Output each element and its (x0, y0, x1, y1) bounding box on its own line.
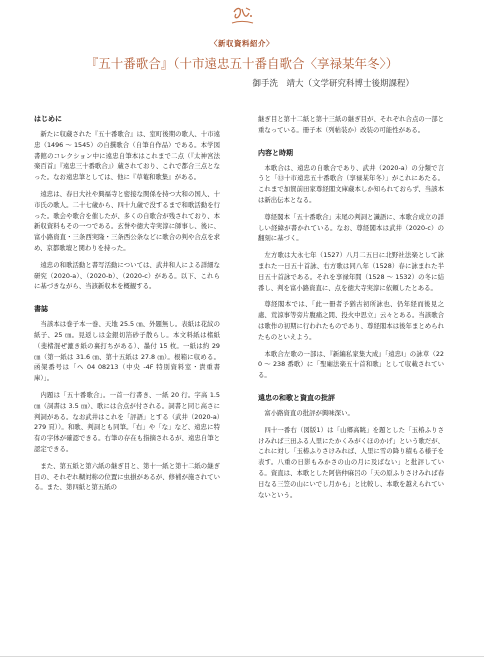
continued-paragraph: 継ぎ目と第十二紙と第十三紙の継ぎ目が、それぞれ合点の一部と重なっている。冊子本（列帖装か）改装の可能性がある。 (258, 115, 444, 134)
content-paragraph-4: 尊経閣本では、「此一冊者予猶古初所詠也、仍年経而後見之處、荒涼事等旁片腹痛之間、投火中思立」云々とある。当該歌合は歌作の初期に行われたものであり、尊経閣本は後年まとめられたものといえよう。 (258, 300, 444, 341)
critique-paragraph-2: 四十一番右（図版1）は「山郷高眺」を題とした「玉椿ふりさけみれば三田ふる人里にたかくみがくほのかげ」という歌だが、これに対し「玉椿ふりさけみれば、人里に雪の降り積もる様子を表す。八重の日影もみかさの山の月に及ばない」と批評している。資直は、本歌とした阿倍仲麻呂の「天の原ふりさけみれば春日なる三笠の山にいでし月かも」と比較し、本歌を越えられていないという。 (258, 425, 444, 499)
intro-paragraph-3: 遠忠の和歌活動と書写活動については、武井和人による詳細な研究（2020-a）、（2020-b）、（2020-c）がある。以下、これらに基づきながら、当該新収本を概観する。 (34, 260, 220, 291)
bibliography-paragraph-3: また、第五紙と第六紙の継ぎ目と、第十一紙と第十二紙の継ぎ目の、それぞれ糊対称の位置に虫損があるが、修補が施されている。また、第四紙と第五紙の (34, 461, 220, 492)
critique-paragraph-1: 富小路資直の批評が興味深い。 (264, 408, 354, 417)
content-period-heading: 内容と時期 (258, 148, 293, 157)
page-bottom-rule (0, 656, 484, 657)
section-kicker: 〈新収資料紹介〉 (210, 39, 274, 48)
content-paragraph-3: 左方歌は大永七年（1527）八月二五日に北野社法楽として詠まれた一日五十首詠、右方歌は同八年（1528）春に詠まれた半日五十首詠である。それを享禄年間（1528 ～ 1532）の冬に結番し、判を富小路資直に、点を徳大寺実淳に依頼したとある。 (258, 251, 444, 292)
bibliography-heading: 書誌 (34, 305, 48, 314)
intro-paragraph-1: 新たに収蔵された『五十番歌合』は、室町後期の歌人、十市遠忠（1496 ～ 1545）の自撰歌合（自筆自作品）である。本学図書館のコレクション中に遠忠自筆本はこれまで二点（『太神宮法楽百首』『遠忠三十番歌合』）蔵されており、これで都合三点となった。なお遠忠筆としては、他に『草菴和歌集』がある。 (34, 130, 220, 182)
content-paragraph-1: 本歌合は、遠忠の自歌合であり、武井（2020-a）の分類で言うと「⑬十市遠忠五十番歌合（享禄某年冬）」がこれにあたる。これまで加賀前田家尊経閣文庫蔵本しか知られておらず、当該本は新出伝本となる。 (258, 163, 444, 204)
bibliography-paragraph-2: 内題は「五十番歌合」。一首一行書き、一紙 20 行。字高 1.5 ㎝（詞書は 3.5 ㎝）、歌には合点が付される。詞書と同じ高さに判詞がある。なお武井はこれを「評語」とする（武井（2020-a）279 頁））。和歌、判詞とも同筆。「右」や「な」など、遠忠に特有の字体が確認できる。右筆の存在も指摘されるが、遠忠自筆と認定できる。 (34, 390, 220, 453)
bibliography-paragraph-1: 当該本は巻子本一巻、天地 25.5 ㎝、外題無し。表紙は花紋の紙子、25 ㎝。見返しは金銀切箔砂子散らし。本文料紙は楮紙（斐楮混ぜ漉き紙の裏打ちがある）、墨付 15 枚。一紙は約 29 ㎝（第一紙は 31.6 ㎝、第十五紙は 27.8 ㎝）。根箱に収める。函架番号は「ヘ 04 08213（中央 -4F 特別資料室・貴重書庫）」。 (34, 320, 220, 383)
publication-logo (228, 4, 256, 28)
content-paragraph-5: 本歌合左歌の一部は、『新編私家集大成』「遠忠Ⅰ」の詠草（220 ～ 238 番歌）に「聖廟法楽五十首和歌」として収載されている。 (258, 349, 444, 380)
left-column (34, 114, 220, 499)
article-author: 御手洗 靖大（文学研究科博士後期課程） (252, 79, 414, 89)
intro-paragraph-2: 遠忠は、春日大社や興福寺と密接な関係を持つ大和の国人、十市氏の歌人。二十七歳から、四十九歳で没するまで和歌活動を行った。歌会や歌合を催したが、多くの自歌合が残されており、本新収資料もその一つである。玄誉や徳大寺実淳に師事し、後に、富小路資直・三条西実隆・三条西公条などに歌合の判や合点を求め、京都歌壇と関わりを持った。 (34, 189, 220, 252)
article-title: 『五十番歌合』（十市遠忠五十番自歌合〈享禄某年冬〉） (85, 56, 399, 71)
critique-heading: 遠忠の和歌と資直の批評 (258, 393, 335, 402)
content-paragraph-2: 尊経閣本「五十番歌合」末尾の判詞と識語に、本歌合成立の詳しい経緯が書かれている。なお、尊経閣本は武井（2020-c）の翻刻に基づく。 (258, 212, 444, 243)
right-column (258, 114, 444, 506)
intro-heading: はじめに (34, 115, 62, 123)
